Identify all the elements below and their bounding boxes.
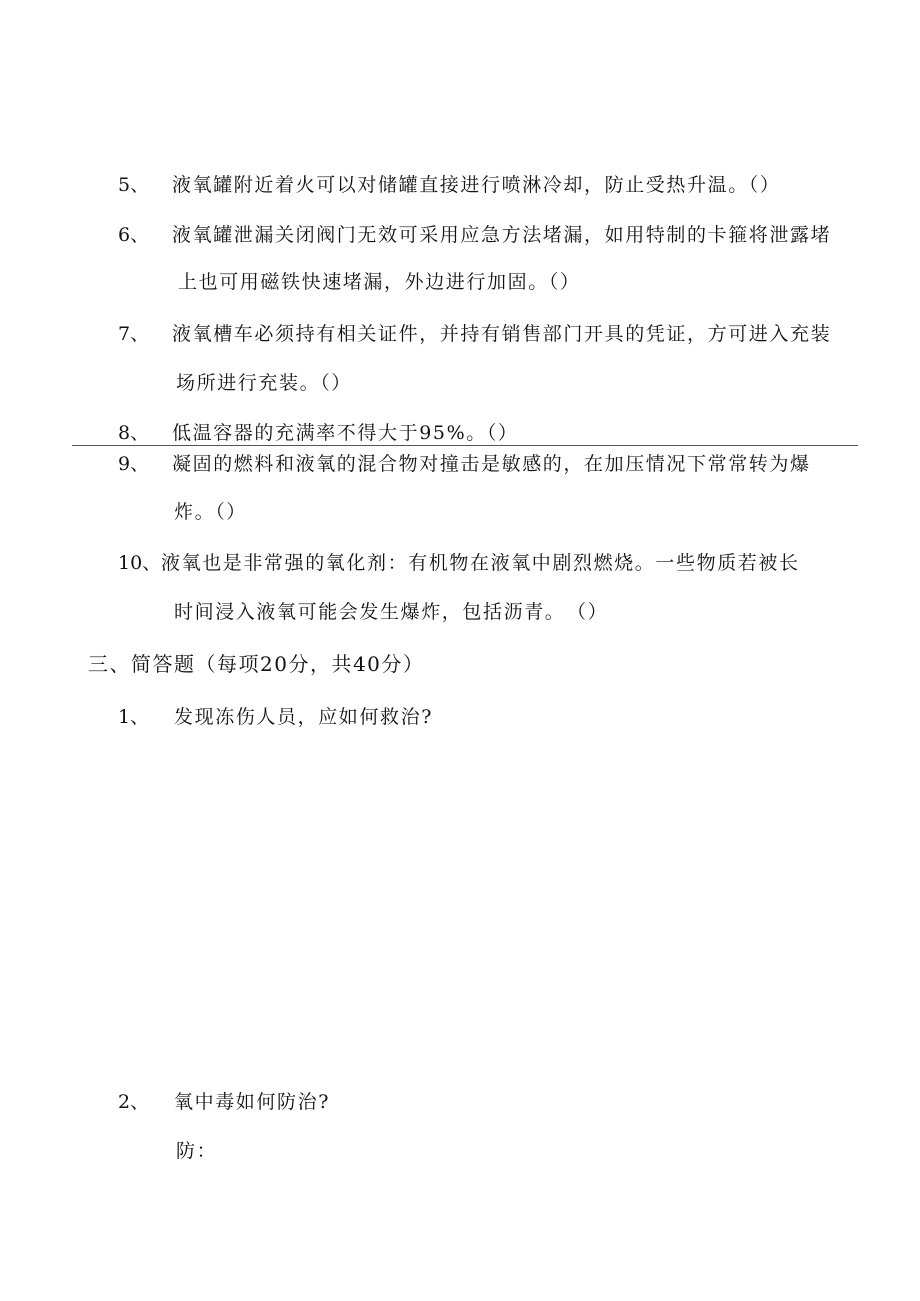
question-8-number: 8、 xyxy=(118,422,150,444)
section-3-heading: 三、简答题（每项20分，共40分） xyxy=(88,652,425,676)
question-6-number: 6、 xyxy=(118,224,150,246)
question-6-text-line-1: 液氧罐泄漏关闭阀门无效可采用应急方法堵漏，如用特制的卡箍将泄露堵 xyxy=(172,224,832,246)
question-8-text: 低温容器的充满率不得大于95%。（） xyxy=(172,422,519,444)
question-6-text-line-2: 上也可用磁铁快速堵漏，外边进行加固。（） xyxy=(178,271,581,293)
short-answer-2-number: 2、 xyxy=(118,1091,150,1113)
question-10-text-line-2: 时间浸入液氧可能会发生爆炸，包括沥青。 （） xyxy=(174,601,609,623)
short-answer-2-answer-label: 防： xyxy=(176,1140,218,1162)
short-answer-1-text: 发现冻伤人员，应如何救治? xyxy=(174,706,433,728)
short-answer-2-text: 氧中毒如何防治? xyxy=(174,1091,330,1113)
question-7-text-line-1: 液氧槽车必须持有相关证件，并持有销售部门开具的凭证，方可进入充装 xyxy=(172,323,832,345)
short-answer-1-number: 1、 xyxy=(118,706,150,728)
question-5-number: 5、 xyxy=(118,174,150,196)
question-5-text: 液氧罐附近着火可以对储罐直接进行喷淋冷却，防止受热升温。（） xyxy=(172,174,781,196)
question-10-number: 10、 xyxy=(118,552,162,574)
horizontal-divider xyxy=(72,445,858,446)
question-9-text-line-1: 凝固的燃料和液氧的混合物对撞击是敏感的，在加压情况下常常转为爆 xyxy=(172,453,811,475)
question-10-text-line-1: 液氧也是非常强的氧化剂：有机物在液氧中剧烈燃烧。一些物质若被长 xyxy=(161,552,800,574)
question-9-number: 9、 xyxy=(118,453,150,475)
question-7-number: 7、 xyxy=(118,323,150,345)
question-9-text-line-2: 炸。（） xyxy=(174,501,247,523)
question-7-text-line-2: 场所进行充装。（） xyxy=(176,372,352,394)
